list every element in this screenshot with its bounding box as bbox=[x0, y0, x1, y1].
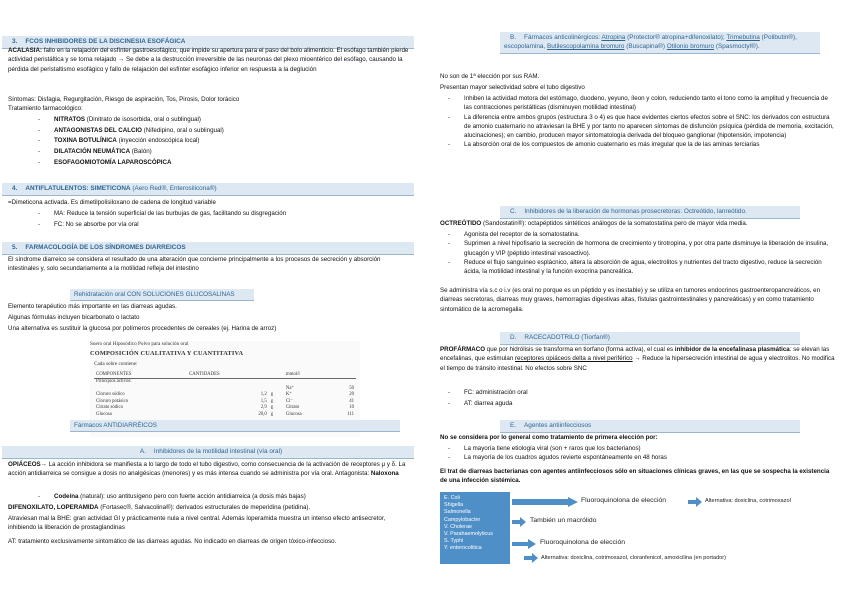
table-cell: g bbox=[270, 405, 274, 411]
section-title: RACECADOTRILO (Tiorfan®) bbox=[524, 334, 610, 341]
item-text: (Nifedipino, oral o sublingual) bbox=[142, 126, 224, 134]
list-item bbox=[30, 158, 410, 169]
table-row bbox=[94, 379, 356, 386]
acalasia-text: fallo en la relajación del esfínter gastroesofágico, que impide su apertura para el paso del bolo alimenticio. El esófago también pierde actividad peristáltica y se torna relajado → Se debe a la destrucción irreversible de las neuronas del plexo mioentérico del esófago, causando la pérdida del peristaltismo esofágico y fallo de relajación del esfínter esofágico inferior en respuesta a la deglución bbox=[8, 47, 409, 73]
pathogen-item: S. Typhi bbox=[444, 538, 464, 545]
opiaceos-label: OPIÁCEOS bbox=[8, 461, 41, 468]
octreotido-list bbox=[440, 230, 836, 276]
table-cell: Cl⁻ bbox=[285, 398, 293, 404]
table-cell: 41 bbox=[349, 398, 354, 404]
pathogen-item: Salmonella bbox=[444, 509, 471, 516]
composition-subtitle: Cada sobre contiene: bbox=[94, 361, 138, 367]
table-cell: g bbox=[270, 392, 274, 398]
list-item: - La mayoría de los cuadros agudos revierte espontáneamente en 48 horas bbox=[440, 453, 836, 462]
rehidratacion-line-1: Elemento terapéutico más importante en las diarreas agudas. bbox=[8, 303, 177, 310]
table-cell: g bbox=[270, 411, 274, 417]
section-number: E. bbox=[510, 422, 517, 429]
section-title: ANTIFLATULENTOS: SIMETICONA bbox=[25, 185, 131, 192]
e-intro: No se considera por lo general como tratamiento de primera elección por: bbox=[440, 434, 658, 441]
tratamiento-line: Tratamiento farmacológico: bbox=[8, 105, 83, 112]
octreotido-text: (Sandostatin®): octapéptidos sintéticos análogos de la somatostatina pero de mayor vida media. bbox=[481, 220, 748, 227]
section-suffix: (Aero Red®, Enterosilicona®) bbox=[130, 185, 217, 192]
flow-alt-1: Alternativa: doxiclina, cotrimoxazol bbox=[705, 498, 791, 504]
drug-link[interactable]: Atropina bbox=[601, 34, 626, 41]
arrow-right-icon bbox=[512, 497, 578, 507]
table-cell: Na⁺ bbox=[285, 385, 295, 391]
flow-label-1: Fluoroquinolona de elección bbox=[581, 497, 667, 504]
table-cell: 10 bbox=[349, 405, 354, 411]
section-e-header bbox=[500, 420, 800, 433]
list-item: - La diferencia entre ambos grupos (estructura 3 o 4) es que hace evidentes ciertos efectos sobre el SNC: los derivados con estructura de amonio cuaternario no atraviesan la BHE y por tanto no aparecen síntomas de disfunción psíquica (pérdida de memoria, excitación, alucinaciones); en cambio, producen mayor sintomatología derivada del bloqueo ganglionar (hipotensión, impotencia) bbox=[440, 113, 836, 141]
table-header-cell: CANTIDADES bbox=[187, 371, 269, 379]
profarmaco-label: PROFÁRMACO bbox=[440, 346, 486, 353]
encefalinasa-label: inhibidor de la encefalinasa plasmática bbox=[674, 346, 790, 353]
composition-table bbox=[94, 371, 356, 418]
section-number: D. bbox=[510, 334, 517, 341]
acalasia-treatment-list bbox=[30, 115, 410, 168]
flow-label-3: Fluoroquinolona de elección bbox=[540, 539, 626, 546]
item-text: (Dinitrato de isosorbida, oral o sublingual) bbox=[85, 116, 201, 123]
list-item bbox=[30, 136, 410, 147]
table-header-row bbox=[94, 371, 356, 379]
table-cell: Cloruro potásico bbox=[96, 398, 129, 404]
section-c-header bbox=[500, 206, 800, 219]
simeticona-intro: =Dimeticona activada. Es dimetilpolisiloxano de cadena de longitud variable bbox=[8, 199, 216, 206]
table-cell: K⁺ bbox=[285, 392, 292, 398]
codeina-list bbox=[30, 492, 410, 501]
flow-alt-3: Alternativa: doxiclina, cotrimoxazol, cloranfenicol, amoxicilina (en portador) bbox=[541, 555, 726, 561]
pathogen-item: Campylobacter bbox=[444, 516, 481, 523]
table-header-cell bbox=[269, 371, 284, 379]
table-cell: Glucosa bbox=[96, 411, 112, 417]
list-item: - Reduce el flujo sanguíneo esplácnico, altera la absorción de agua, electrolitos y nutrientes del tracto digestivo, reduce la secreción ácida, la motilidad intestinal y la función exocrina pancreática. bbox=[440, 258, 836, 277]
table-subheading: Principios activos: bbox=[96, 379, 132, 385]
item-text: (inyección endoscópica local) bbox=[116, 137, 200, 145]
pathogen-item: Y. enterocolitica bbox=[444, 545, 482, 552]
anticolinergicos-list bbox=[440, 94, 836, 150]
list-item bbox=[30, 492, 410, 501]
codeina-text: (natural): uso antitusígeno pero con fuerte acción antidiarreica (a dosis más bajas) bbox=[78, 493, 306, 500]
racecadotrilo-text-1: que por hidrólisis se transforma en tiorfano (forma activa), el cual es bbox=[485, 346, 675, 353]
b-line-2: Presentan mayor selectividad sobre el tubo digestivo bbox=[440, 84, 585, 91]
item-label: DILATACIÓN NEUMÁTICA bbox=[54, 147, 131, 155]
table-cell: 111 bbox=[347, 411, 354, 417]
diarrea-definition: El síndrome diarreico se considera el resultado de una alteración que concierne principalmente a los procesos de secreción y absorción intestinales y, solo secundariamente a la motilidad refleja del intestino bbox=[8, 256, 381, 273]
table-cell: 20,0 bbox=[258, 411, 267, 417]
drug-note: (Protector® atropina+difenoxilato); bbox=[625, 34, 727, 41]
table-cell: Citrato bbox=[285, 405, 300, 411]
difenoxilato-text: (Fortasec®, Salvacolina®): derivados estructurales de meperidina (petidina). bbox=[98, 504, 311, 511]
table-cell: 1,5 bbox=[260, 398, 267, 404]
section-number: B. bbox=[510, 34, 517, 41]
item-label: NITRATOS bbox=[54, 116, 86, 123]
list-item: - La absorción oral de los compuestos de amonio cuaternario es más irregular que la de las aminas terciarias bbox=[440, 140, 836, 149]
rehidratacion-line-2: Algunas fórmulas incluyen bicarbonato o lactato bbox=[8, 314, 140, 321]
table-header-cell: COMPONENTES bbox=[94, 371, 187, 379]
table-cell: Citrato sódico bbox=[96, 405, 124, 411]
pathogen-item: V. Cholerae bbox=[444, 523, 472, 530]
section-4-header bbox=[2, 183, 414, 196]
bhe-paragraph: Atraviesan mal la BHE: gran actividad GI y prácticamente nula a nivel central. Además loperamida muestra un intenso efecto antisecretor, inhibiendo la liberación de prostaglandinas bbox=[8, 515, 386, 532]
racecadotrilo-list bbox=[440, 388, 836, 409]
arrow-right-icon bbox=[688, 497, 702, 507]
receptores-link[interactable]: receptores opiáceos delta a nivel periférico bbox=[514, 355, 633, 363]
table-cell: 1,2 bbox=[260, 392, 267, 398]
section-title: FARMACOLOGÍA DE LOS SÍNDROMES DIARREICOS bbox=[25, 244, 186, 251]
list-item: - Inhiben la actividad motora del estómago, duodeno, yeyuno, íleon y colon, reduciendo tanto el tono como la amplitud y frecuencia de las contracciones peristálticas (disminuyen motilidad intestinal) bbox=[440, 94, 836, 113]
sintomas-line: Síntomas: Disfagia, Regurgitación, Riesgo de aspiración, Tos, Pirosis, Dolor torácico bbox=[8, 96, 240, 103]
pathogen-item: E. Coli bbox=[444, 495, 460, 501]
list-item: - AT: diarrea aguda bbox=[440, 399, 836, 410]
section-number: 5. bbox=[12, 244, 18, 251]
item-label: ESOFAGOMIOTOMÍA LAPAROSCÓPICA bbox=[54, 158, 172, 166]
section-b-header bbox=[500, 32, 820, 54]
arrow-right-icon bbox=[524, 553, 538, 563]
drug-note: (Polibutin®), escopolamina, bbox=[504, 34, 797, 51]
item-text: (Balón) bbox=[130, 147, 152, 155]
drug-link[interactable]: Butilescopolamina bromuro bbox=[546, 43, 625, 51]
naloxona-label: Naloxona bbox=[370, 470, 399, 478]
octreotido-label: OCTREÓTIDO bbox=[440, 220, 482, 227]
table-cell: Cloruro sódico bbox=[96, 392, 125, 398]
section-title: Inhibidores de la liberación de hormonas prosecretoras: Octreótido, lanreótido. bbox=[524, 208, 747, 215]
rehidratacion-line-3: Una alternativa es sustituir la glucosa por polímeros procedentes de cereales (ej. Harina de arroz) bbox=[8, 325, 277, 332]
rehidratacion-title: Rehidratación oral CON SOLUCIONES GLUCOSALINAS bbox=[70, 289, 254, 301]
codeina-label: Codeína bbox=[54, 493, 79, 500]
acalasia-paragraph bbox=[8, 46, 412, 74]
section-title: Fármacos anticolinérgicos: bbox=[524, 34, 601, 41]
section-d-header bbox=[500, 332, 800, 345]
opiaceos-paragraph bbox=[8, 460, 412, 479]
opiaceos-text: → La acción inhibidora se manifiesta a lo largo de todo el tubo digestivo, como consecuencia de la activación de receptores μ y δ. La acción antidiarreica se consigue a dosis no analgésicas (menores) y es más intensa cuando se administra por vía oral. Antagonista: bbox=[8, 461, 406, 478]
list-item bbox=[30, 126, 410, 137]
list-item: - Agonista del receptor de la somatostatina. bbox=[440, 230, 836, 239]
table-cell: Glucosa bbox=[285, 411, 302, 417]
section-5-header bbox=[2, 242, 414, 255]
arrow-right-icon bbox=[512, 517, 526, 527]
e-conclusion: El trat de diarreas bacterianas con agentes antiinfecciosos sólo en situaciones clínicas graves, en las que se sospecha la existencia de una infección sistémica. bbox=[440, 468, 830, 485]
list-item: - La mayoría tiene etiología viral (son + raros que los bacterianos) bbox=[440, 444, 836, 453]
composition-title: COMPOSICIÓN CUALITATIVA Y CUANTITATIVA bbox=[90, 350, 244, 357]
racecadotrilo-text-3: → Reduce la hipersecreción intestinal de agua y electrolitos. No modifica el tiempo de tránsito intestinal. No efectos sobre SNC bbox=[440, 355, 835, 372]
list-item: - Suprimen a nivel hipofisario la secreción de hormona de crecimiento y tirotropina, y por otra parte disminuye la liberación de insulina, glucagón y VIP (péptido intestinal vasoactivo). bbox=[440, 239, 836, 258]
acalasia-label: ACALASIA: bbox=[8, 47, 43, 54]
difenoxilato-label: DIFENOXILATO, LOPERAMIDA bbox=[8, 504, 99, 511]
section-number: A. bbox=[139, 448, 146, 455]
arrow-right-icon bbox=[512, 539, 536, 549]
table-cell: 50 bbox=[349, 385, 354, 391]
section-title: Agentes antiinfecciosos bbox=[524, 422, 592, 429]
at-paragraph: AT: tratamiento exclusivamente sintomático de las diarreas agudas. No indicado en diarreas de origen tóxico-infeccioso. bbox=[8, 538, 337, 545]
octreotido-line bbox=[440, 219, 836, 228]
list-item bbox=[30, 115, 410, 126]
pathogen-item: Shigella bbox=[444, 502, 464, 509]
list-item bbox=[30, 147, 410, 158]
product-name: Suero oral Hiposódico Polvo para solución oral bbox=[90, 341, 189, 347]
drug-link[interactable]: Otilonio bromuro bbox=[666, 43, 715, 51]
table-header-cell: mmol/l bbox=[284, 371, 331, 379]
antidiarreicos-title: Fármacos ANTIDIARRÉICOS bbox=[70, 420, 400, 432]
difenoxilato-line bbox=[8, 503, 412, 512]
section-number: 3. bbox=[12, 38, 18, 45]
drug-link[interactable]: Trimebutina bbox=[726, 34, 760, 41]
flow-label-2: También un macrólido bbox=[530, 517, 597, 524]
table-row bbox=[94, 412, 356, 418]
antiinfecciosos-list bbox=[440, 444, 836, 463]
racecadotrilo-text-2: : se elevan las encefalinas, que estimulan bbox=[440, 346, 830, 363]
pathogen-item: V. Parahaemolyticus bbox=[444, 530, 493, 537]
list-item: - MA: Reduce la tensión superficial de las burbujas de gas, facilitando su disgregación bbox=[30, 209, 410, 220]
table-cell: 20 bbox=[349, 392, 354, 398]
section-title: FCOS INHIBIDORES DE LA DISCINESIA ESOFÁGICA bbox=[25, 38, 186, 45]
section-number: 4. bbox=[12, 185, 18, 192]
table-cell: 2,9 bbox=[260, 405, 267, 411]
list-item: - FC: administración oral bbox=[440, 388, 836, 399]
octreotido-uses: Se administra vía s.c o i.v (es oral no porque es un péptido y es inestable) y se utiliza en tumores endocrinos gastroenteropancreáticos, en diarreas secretoras, diarreas muy graves, hemorragias digestivas altas, fístulas gastrointestinales y pancreáticas) y en como tratamiento sintomático de la acromegalia. bbox=[440, 287, 821, 313]
table-body bbox=[94, 379, 356, 418]
table-header-cell bbox=[330, 371, 356, 379]
list-item: - FC: No se absorbe por vía oral bbox=[30, 220, 410, 231]
section-a-header bbox=[2, 446, 414, 459]
item-label: ANTAGONISTAS DEL CALCIO bbox=[54, 126, 142, 134]
table-cell: g bbox=[270, 398, 274, 404]
drug-note: (Spasmoctyl®). bbox=[714, 43, 760, 51]
item-label: TOXINA BOTULÍNICA bbox=[54, 137, 117, 145]
racecadotrilo-paragraph bbox=[440, 345, 836, 373]
b-line-1: No son de 1ª elección por sus RAM. bbox=[440, 73, 540, 80]
antibiotic-flow-diagram bbox=[440, 492, 824, 564]
simeticona-list bbox=[30, 209, 410, 230]
drug-note: (Buscapina®) bbox=[624, 43, 667, 51]
section-title: Inhibidores de la motilidad intestinal (vía oral) bbox=[153, 448, 283, 455]
section-number: C. bbox=[510, 208, 517, 215]
pathogen-list bbox=[440, 492, 510, 564]
